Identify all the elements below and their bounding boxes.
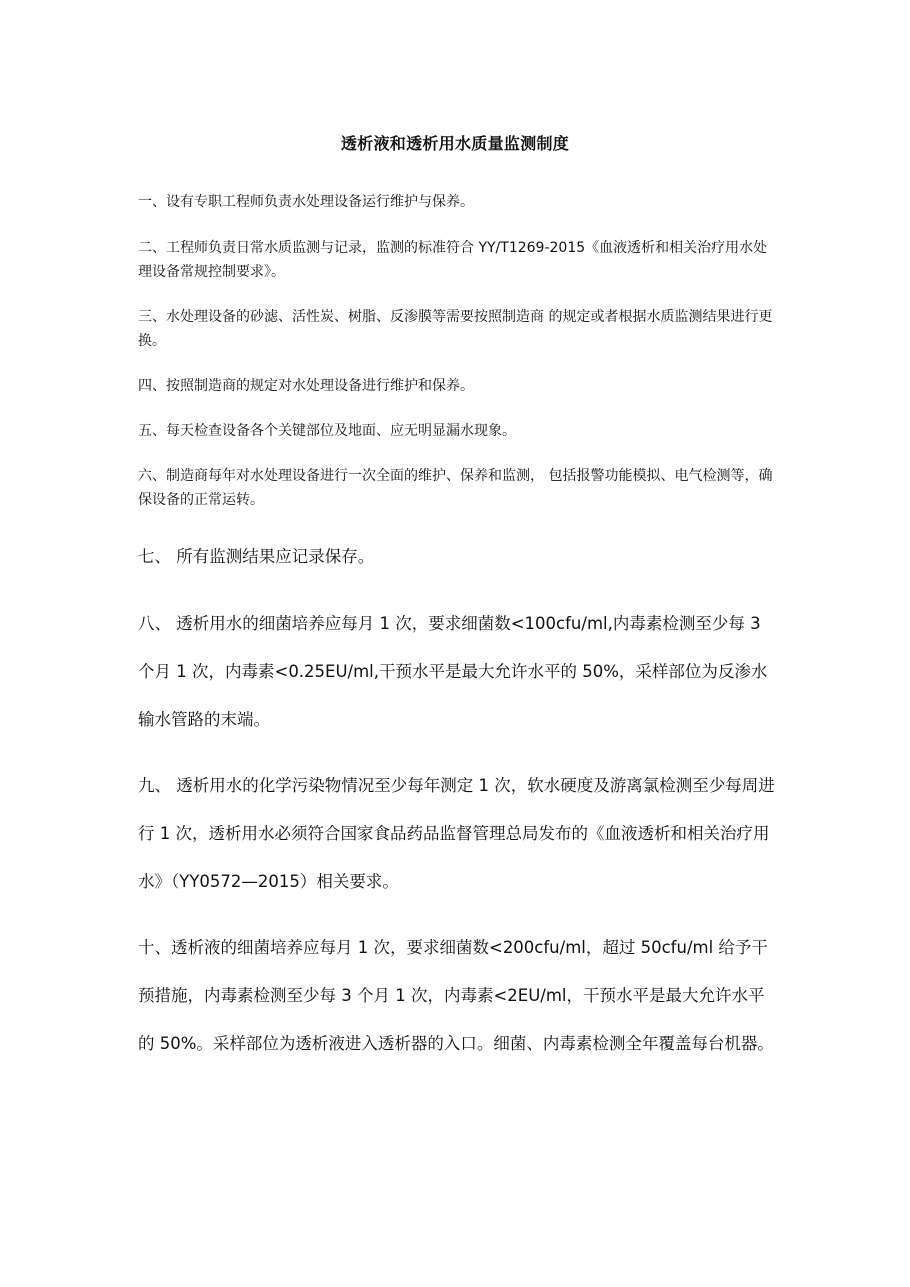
item-7: 七、 所有监测结果应记录保存。 bbox=[138, 547, 375, 566]
item-8: 八、 透析用水的细菌培养应每月 1 次，要求细菌数<100cfu/ml,内毒素检测至少每 3 个月 1 次，内毒素<0.25EU/ml,干预水平是最大允许水平的 50%，采样部位为反渗水输水管路的末端。 bbox=[138, 614, 768, 729]
item-4: 四、按照制造商的规定对水处理设备进行维护和保养。 bbox=[138, 378, 474, 394]
document-title: 透析液和透析用水质量监测制度 bbox=[340, 134, 570, 153]
item-5: 五、每天检查设备各个关键部位及地面、应无明显漏水现象。 bbox=[138, 423, 516, 439]
item-list bbox=[138, 190, 776, 1068]
item-3: 三、水处理设备的砂滤、活性炭、树脂、反渗膜等需要按照制造商 的规定或者根据水质监测结果进行更换。 bbox=[138, 309, 773, 349]
item-6: 六、制造商每年对水处理设备进行一次全面的维护、保养和监测， 包括报警功能模拟、电气检测等，确保设备的正常运转。 bbox=[138, 468, 773, 508]
item-2: 二、工程师负责日常水质监测与记录，监测的标准符合 YY/T1269-2015《血液透析和相关治疗用水处理设备常规控制要求》。 bbox=[138, 240, 768, 280]
item-9: 九、 透析用水的化学污染物情况至少每年测定 1 次，软水硬度及游离氯检测至少每周进行 1 次，透析用水必须符合国家食品药品监督管理总局发布的《血液透析和相关治疗用水》（YY0572—2015）相关要求。 bbox=[138, 776, 775, 891]
item-1: 一、设有专职工程师负责水处理设备运行维护与保养。 bbox=[138, 194, 474, 210]
item-10: 十、透析液的细菌培养应每月 1 次，要求细菌数<200cfu/ml，超过 50cfu/ml 给予干预措施，内毒素检测至少每 3 个月 1 次，内毒素<2EU/ml，干预水平是最大允许水平的 50%。采样部位为透析液进入透析器的入口。细菌、内毒素检测全年覆盖每台机器。 bbox=[138, 938, 774, 1053]
